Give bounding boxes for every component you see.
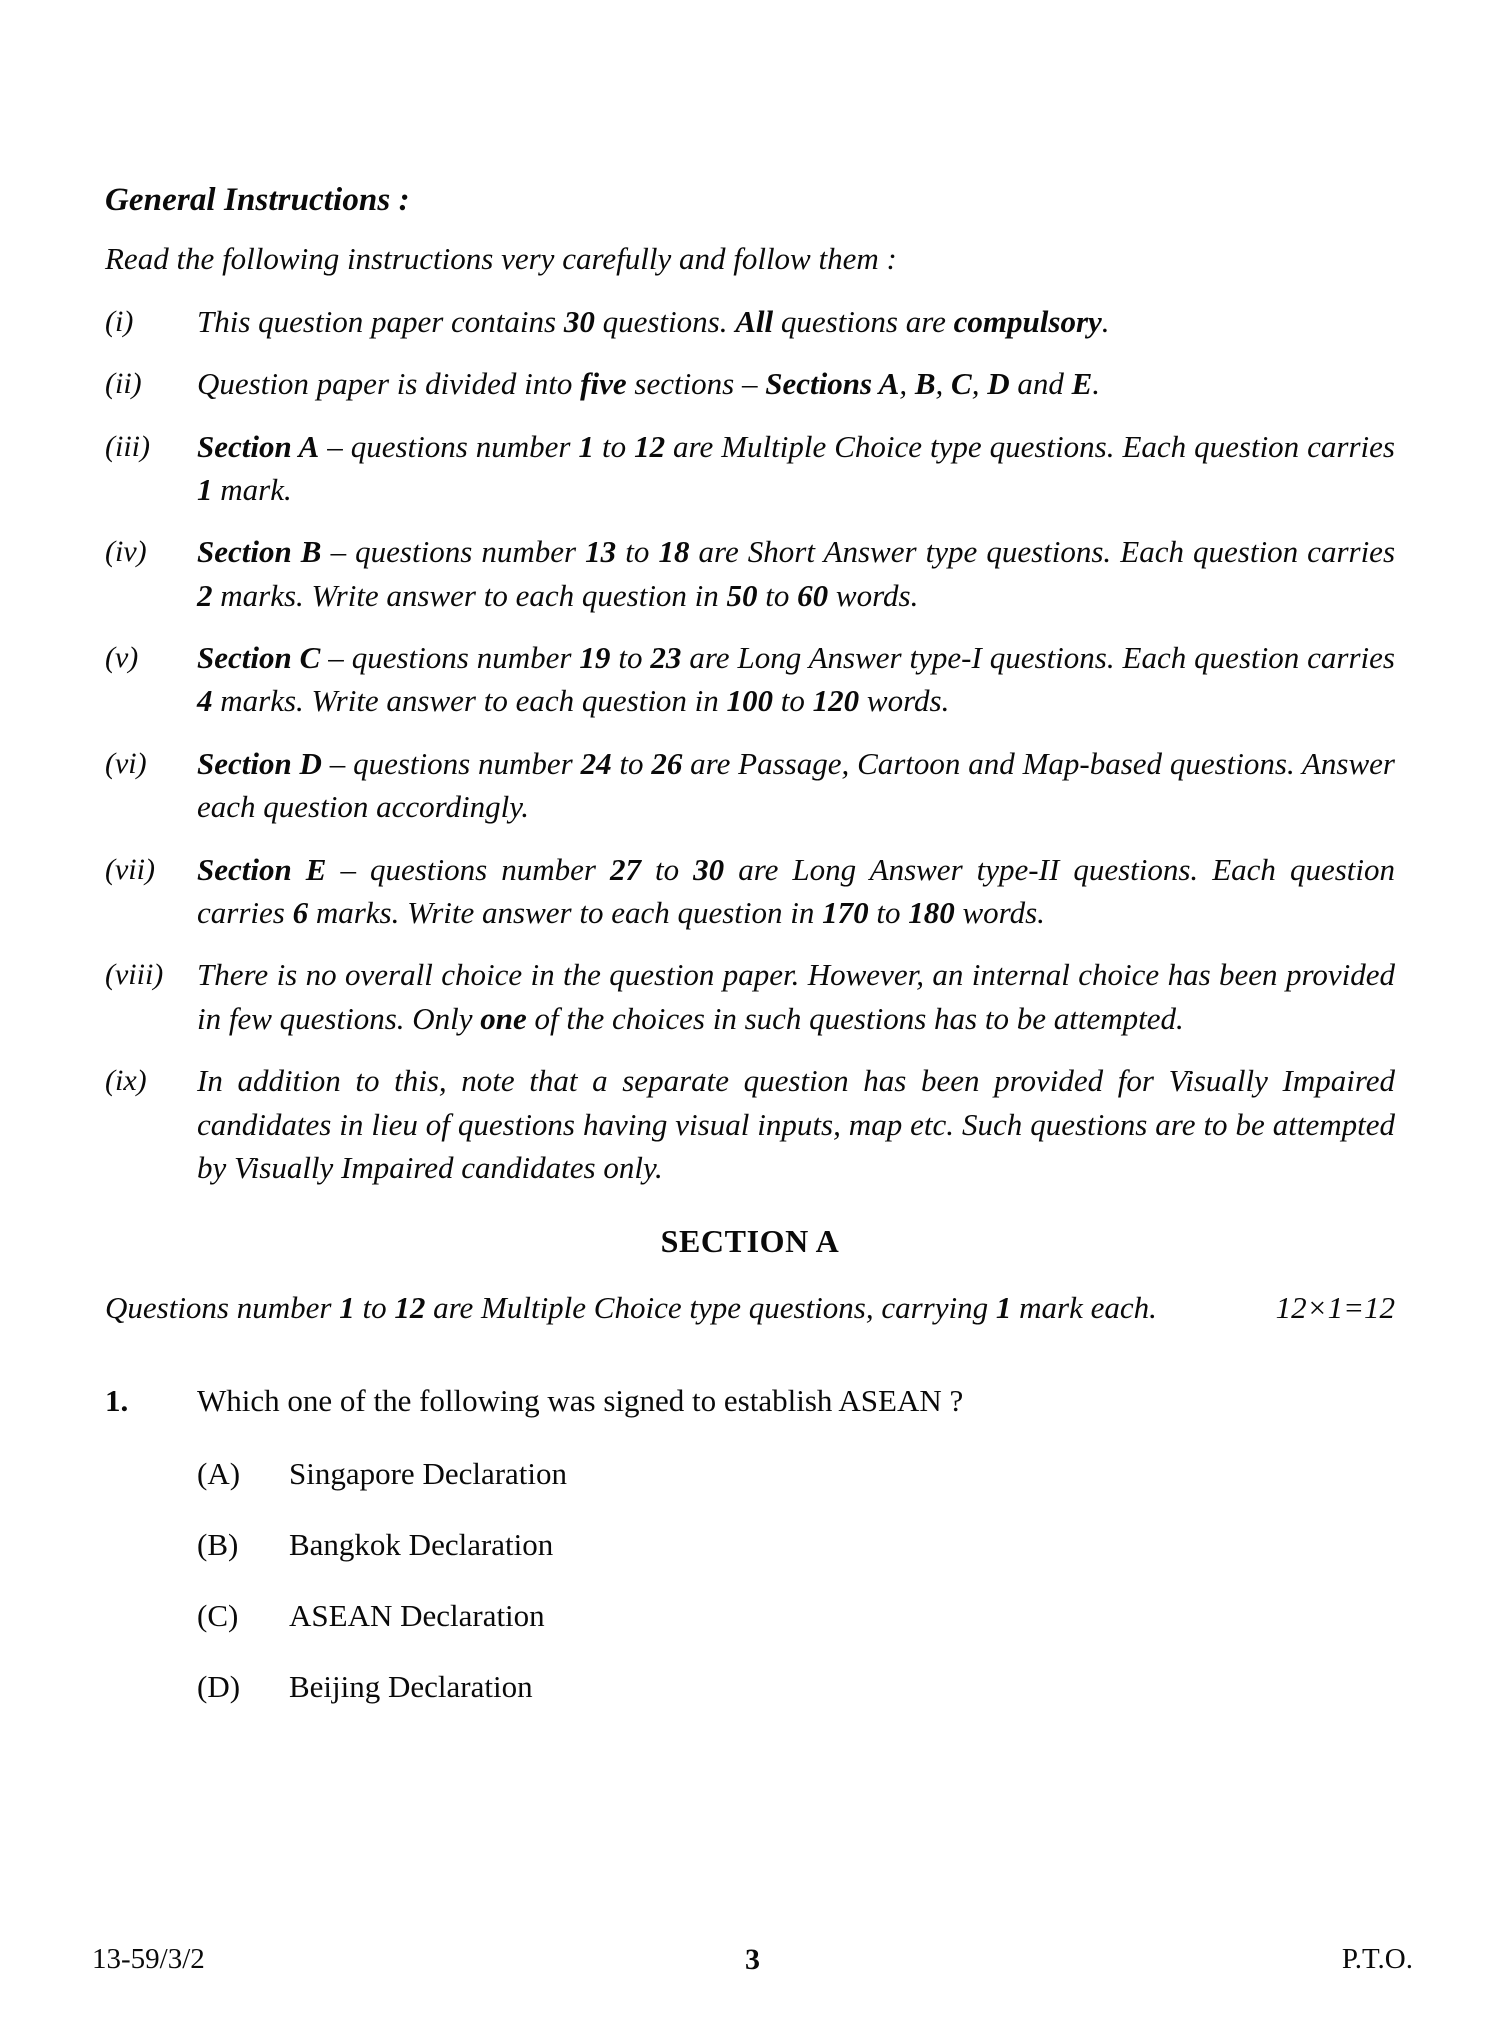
question-row bbox=[105, 1380, 1395, 1422]
option-item[interactable] bbox=[197, 1596, 1395, 1636]
instruction-number: (ix) bbox=[105, 1064, 147, 1098]
general-instructions-title: General Instructions : bbox=[105, 182, 410, 218]
instruction-item bbox=[105, 530, 1395, 617]
instruction-item bbox=[105, 636, 1395, 723]
option-label: (C) bbox=[197, 1598, 239, 1634]
footer-page-number: 3 bbox=[745, 1943, 760, 1976]
footer-pto-label: P.T.O. bbox=[1341, 1943, 1413, 1975]
option-text: ASEAN Declaration bbox=[289, 1598, 545, 1634]
instruction-number: (iii) bbox=[105, 429, 150, 463]
page-content bbox=[105, 178, 1395, 1708]
option-item[interactable] bbox=[197, 1667, 1395, 1707]
section-lead bbox=[105, 1286, 1395, 1330]
instruction-number: (viii) bbox=[105, 958, 164, 992]
instructions-list bbox=[105, 300, 1395, 1190]
instruction-text: Section E – questions number 27 to 30 are Long Answer type-II questions. Each question carries 6 marks. Write answer to each question in 170 to 180 words. bbox=[197, 851, 1396, 931]
instruction-item bbox=[105, 362, 1395, 405]
option-text: Singapore Declaration bbox=[289, 1455, 568, 1491]
instruction-item bbox=[105, 300, 1395, 343]
instruction-text: Section D – questions number 24 to 26 are Passage, Cartoon and Map-based questions. Answer each question accordingly. bbox=[197, 745, 1395, 825]
instruction-number: (ii) bbox=[105, 367, 142, 401]
option-item[interactable] bbox=[197, 1454, 1395, 1494]
instruction-text: There is no overall choice in the question paper. However, an internal choice has been provided in few questions. Only one of the choices in such questions has to be attempted. bbox=[197, 957, 1395, 1036]
option-text: Bangkok Declaration bbox=[289, 1526, 554, 1562]
option-label: (D) bbox=[197, 1669, 241, 1705]
section-lead-text: Questions number 1 to 12 are Multiple Choice type questions, carrying 1 mark each. bbox=[105, 1290, 1157, 1326]
instruction-item bbox=[105, 425, 1395, 512]
instruction-item bbox=[105, 848, 1395, 935]
footer-paper-code: 13-59/3/2 bbox=[92, 1943, 205, 1975]
instruction-number: (i) bbox=[105, 304, 134, 338]
option-text: Beijing Declaration bbox=[289, 1669, 533, 1705]
instruction-item bbox=[105, 742, 1395, 829]
option-item[interactable] bbox=[197, 1525, 1395, 1565]
general-instructions-lead: Read the following instructions very carefully and follow them : bbox=[105, 241, 897, 277]
instruction-text: In addition to this, note that a separate question has been provided for Visually Impaired candidates in lieu of questions having visual inputs, map etc. Such questions are to be attempted by Visually Impaired candidates only. bbox=[197, 1063, 1395, 1185]
instruction-item bbox=[105, 953, 1395, 1040]
section-heading: SECTION A bbox=[660, 1223, 840, 1260]
instruction-text: Question paper is divided into five sections – Sections A, B, C, D and E. bbox=[197, 366, 1101, 402]
instruction-text: Section B – questions number 13 to 18 are Short Answer type questions. Each question carries 2 marks. Write answer to each question in 50 to 60 words. bbox=[197, 534, 1396, 613]
option-label: (B) bbox=[197, 1526, 239, 1562]
option-list bbox=[105, 1454, 1395, 1708]
section-marks-note: 12×1=12 bbox=[1275, 1290, 1395, 1326]
question-text: Which one of the following was signed to establish ASEAN ? bbox=[197, 1383, 964, 1419]
instruction-number: (iv) bbox=[105, 535, 147, 569]
question-number: 1. bbox=[105, 1383, 129, 1419]
instruction-text: This question paper contains 30 questions. All questions are compulsory. bbox=[197, 303, 1110, 339]
option-label: (A) bbox=[197, 1455, 241, 1491]
instruction-text: Section C – questions number 19 to 23 are Long Answer type-I questions. Each question carries 4 marks. Write answer to each question in 100 to 120 words. bbox=[197, 640, 1395, 719]
instruction-text: Section A – questions number 1 to 12 are Multiple Choice type questions. Each question carries 1 mark. bbox=[197, 428, 1395, 507]
instruction-number: (v) bbox=[105, 641, 139, 675]
questions-list bbox=[105, 1380, 1395, 1707]
instruction-item bbox=[105, 1059, 1395, 1189]
instruction-number: (vi) bbox=[105, 746, 147, 780]
instruction-number: (vii) bbox=[105, 852, 155, 886]
page-footer bbox=[92, 1943, 1413, 1976]
